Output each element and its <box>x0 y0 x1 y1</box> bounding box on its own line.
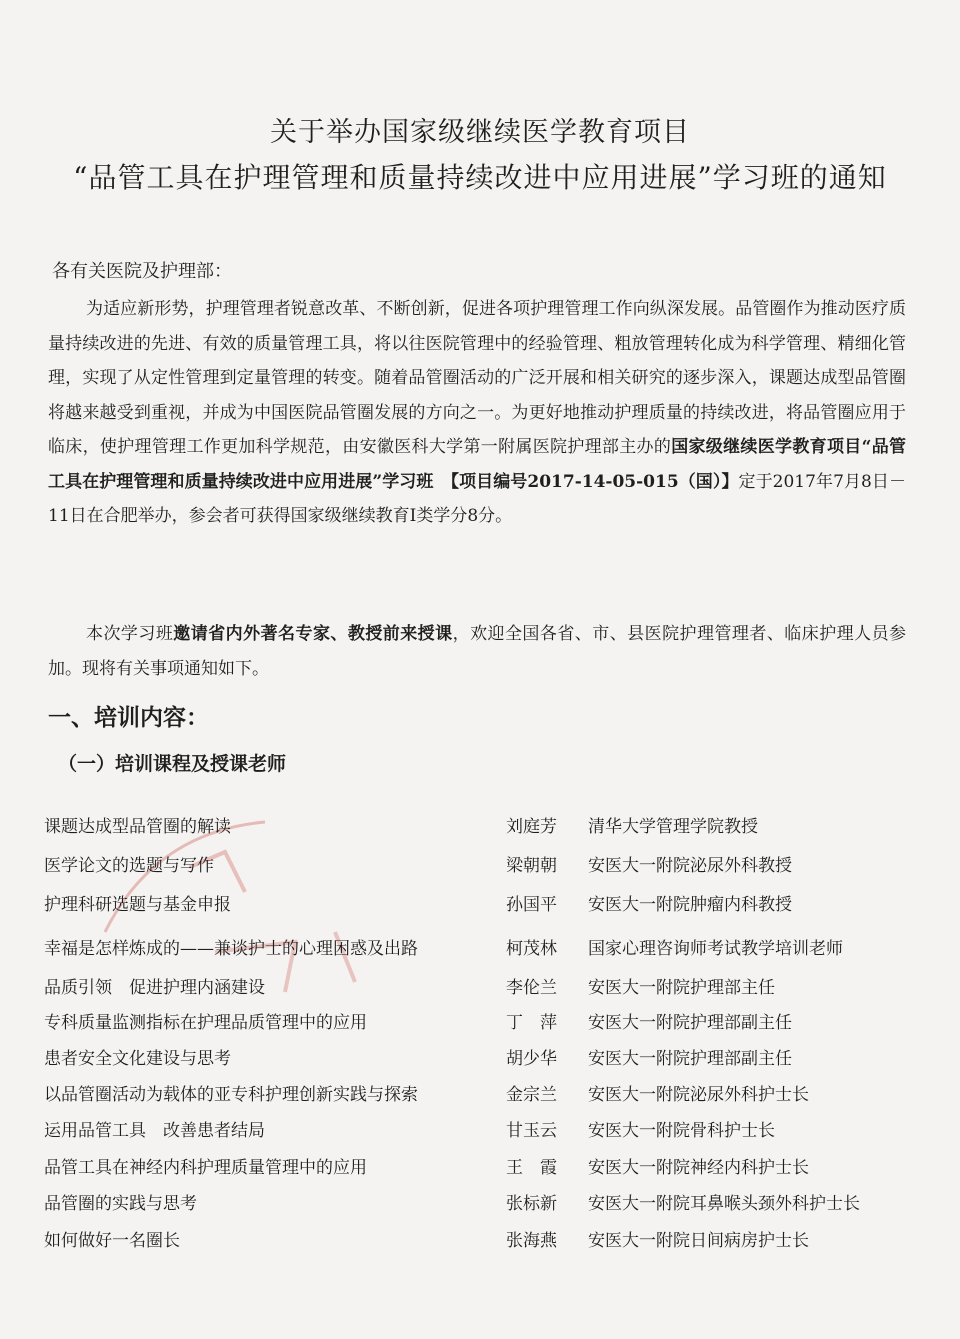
course-topic: 护理科研选题与基金申报 <box>44 895 231 915</box>
course-teacher: 金宗兰 <box>506 1085 557 1105</box>
course-teacher-title: 安医大一附院泌尿外科教授 <box>588 856 792 876</box>
paragraph-2-text-b: ，欢迎全国各省、市、县医院护理管理者、临床护理人员参加。现将有关事项通知如下。 <box>48 624 907 679</box>
salutation: 各有关医院及护理部： <box>52 261 232 282</box>
course-teacher-title: 安医大一附院骨科护士长 <box>588 1121 775 1141</box>
project-name-highlight: 国家级继续医学教育项目“品管工具在护理管理和质量持续改进中应用进展”学习班 <box>48 437 907 492</box>
course-row <box>0 1044 960 1074</box>
course-teacher-title: 安医大一附院护理部副主任 <box>588 1013 792 1033</box>
course-teacher: 胡少华 <box>506 1049 557 1069</box>
course-teacher: 甘玉云 <box>506 1121 557 1141</box>
course-teacher-title: 安医大一附院耳鼻喉头颈外科护士长 <box>588 1194 860 1214</box>
course-row <box>0 890 960 920</box>
invite-highlight: 邀请省内外著名专家、教授前来授课 <box>173 624 453 644</box>
course-row <box>0 934 960 964</box>
course-topic: 医学论文的选题与写作 <box>44 856 214 876</box>
course-row <box>0 973 960 1003</box>
course-teacher: 刘庭芳 <box>506 817 557 837</box>
title-line-1: 关于举办国家级继续医学教育项目 <box>270 117 690 148</box>
course-topic: 运用品管工具 改善患者结局 <box>44 1121 265 1141</box>
course-teacher: 王 霞 <box>506 1158 557 1178</box>
course-topic: 如何做好一名圈长 <box>44 1231 180 1251</box>
course-row <box>0 1116 960 1146</box>
course-teacher-title: 清华大学管理学院教授 <box>588 817 758 837</box>
paragraph-2 <box>48 617 906 686</box>
course-topic: 品管工具在神经内科护理质量管理中的应用 <box>44 1158 367 1178</box>
paragraph-1-text-a: 为适应新形势，护理管理者锐意改革、不断创新，促进各项护理管理工作向纵深发展。品管圈作为推动医疗质量持续改进的先进、有效的质量管理工具，将以往医院管理中的经验管理、粗放管理转化成为科学管理、精细化管理，实现了从定性管理到定量管理的转变。随着品管圈活动的广泛开展和相关研究的逐步深入，课题达成型品管圈将越来越受到重视，并成为中国医院品管圈发展的方向之一。为更好地推动护理质量的持续改进，将品管圈应用于临床，使护理管理工作更加科学规范，由安徽医科大学第一附属医院护理部主办的 <box>48 299 906 457</box>
course-row <box>0 1153 960 1183</box>
course-teacher: 梁朝朝 <box>506 856 557 876</box>
section-heading-training: 一、培训内容： <box>48 705 209 731</box>
course-topic: 品管圈的实践与思考 <box>44 1194 197 1214</box>
course-teacher-title: 安医大一附院泌尿外科护士长 <box>588 1085 809 1105</box>
course-row <box>0 812 960 842</box>
course-row <box>0 1226 960 1256</box>
paragraph-1-text-b: 定于2017年7月8日－11日在合肥举办，参会者可获得国家级继续教育I类学分8分。 <box>48 471 906 526</box>
paragraph-1 <box>48 292 906 534</box>
subsection-heading-courses: （一）培训课程及授课老师 <box>58 753 287 775</box>
course-teacher-title: 安医大一附院神经内科护士长 <box>588 1158 809 1178</box>
course-teacher: 张海燕 <box>506 1231 557 1251</box>
course-teacher-title: 安医大一附院肿瘤内科教授 <box>588 895 792 915</box>
course-topic: 专科质量监测指标在护理品质管理中的应用 <box>44 1013 367 1033</box>
course-topic: 课题达成型品管圈的解读 <box>44 817 231 837</box>
course-row <box>0 1080 960 1110</box>
course-teacher: 李伦兰 <box>506 978 557 998</box>
course-teacher-title: 国家心理咨询师考试教学培训老师 <box>588 939 843 959</box>
course-topic: 以品管圈活动为载体的亚专科护理创新实践与探索 <box>44 1085 418 1105</box>
course-teacher-title: 安医大一附院护理部副主任 <box>588 1049 792 1069</box>
title-line-2: “品管工具在护理管理和质量持续改进中应用进展”学习班的通知 <box>73 161 887 194</box>
course-teacher: 孙国平 <box>506 895 557 915</box>
course-teacher: 柯茂林 <box>506 939 557 959</box>
course-teacher-title: 安医大一附院日间病房护士长 <box>588 1231 809 1251</box>
course-teacher-title: 安医大一附院护理部主任 <box>588 978 775 998</box>
course-row <box>0 1189 960 1219</box>
course-topic: 患者安全文化建设与思考 <box>44 1049 231 1069</box>
course-row <box>0 851 960 881</box>
course-teacher: 张标新 <box>506 1194 557 1214</box>
paragraph-2-text-a: 本次学习班 <box>86 624 174 644</box>
course-teacher: 丁 萍 <box>506 1013 557 1033</box>
course-topic: 幸福是怎样炼成的——兼谈护士的心理困惑及出路 <box>44 939 418 959</box>
course-row <box>0 1008 960 1038</box>
course-topic: 品质引领 促进护理内涵建设 <box>44 978 265 998</box>
project-code: 【项目编号2017-14-05-015（国）】 <box>450 471 739 492</box>
